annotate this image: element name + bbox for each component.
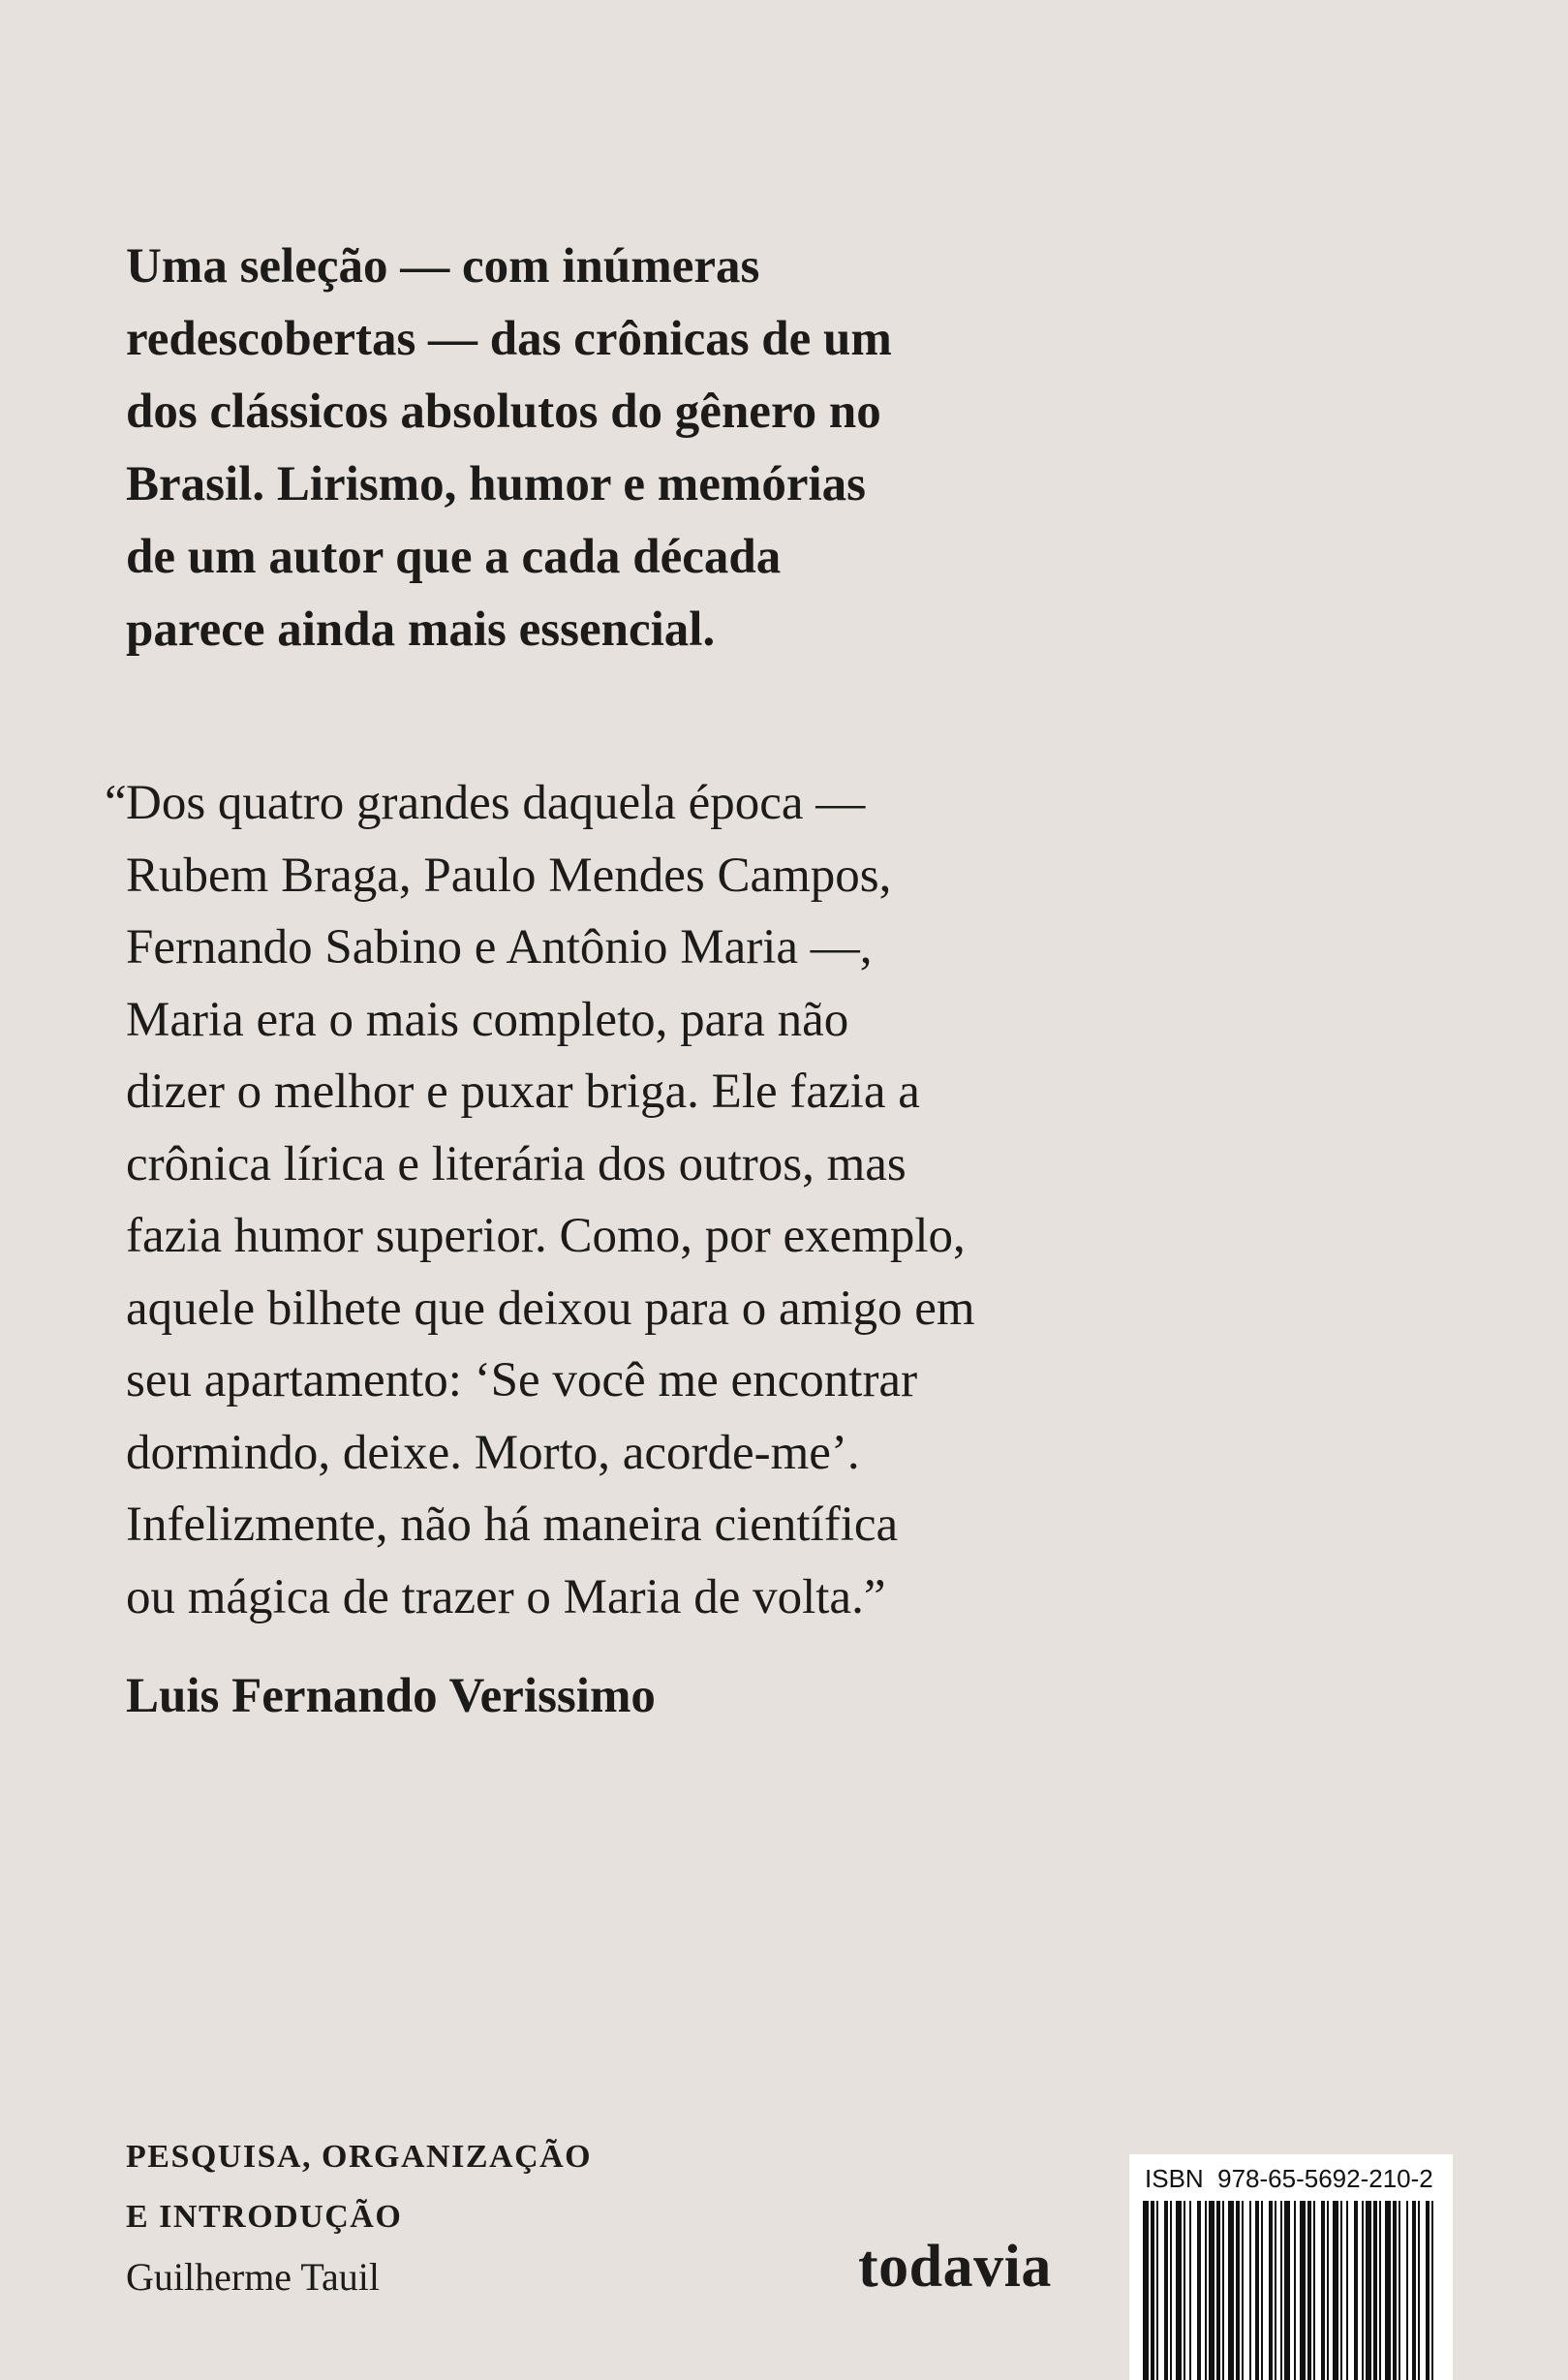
- barcode-bar: [1346, 2201, 1348, 2380]
- barcode-bar: [1249, 2201, 1251, 2380]
- synopsis: [126, 231, 1094, 666]
- barcode-bar: [1228, 2201, 1234, 2380]
- quote-line: fazia humor superior. Como, por exemplo,: [126, 1209, 966, 1263]
- barcode-icon: [1143, 2201, 1439, 2380]
- barcode-bar: [1385, 2201, 1391, 2380]
- barcode-bar: [1280, 2201, 1282, 2380]
- barcode-bar: [1366, 2201, 1371, 2380]
- barcode-bar: [1333, 2201, 1338, 2380]
- quote-line: Fernando Sabino e Antônio Maria —,: [126, 920, 873, 974]
- barcode-bar: [1379, 2201, 1381, 2380]
- credits-role-line: E INTRODUÇÃO: [126, 2199, 403, 2235]
- barcode-bar: [1222, 2201, 1224, 2380]
- barcode-bar: [1373, 2201, 1377, 2380]
- synopsis-line: Uma seleção — com inúmeras: [126, 239, 760, 294]
- barcode-bar: [1313, 2201, 1315, 2380]
- barcode-bar: [1209, 2201, 1214, 2380]
- barcode-bar: [1242, 2201, 1244, 2380]
- barcode-bar: [1164, 2201, 1168, 2380]
- barcode-bar: [1327, 2201, 1329, 2380]
- quote-line: dizer o melhor e puxar briga. Ele fazia a: [126, 1065, 920, 1119]
- quote-line: dormindo, deixe. Morto, acorde-me’.: [126, 1425, 860, 1480]
- barcode-bar: [1362, 2201, 1364, 2380]
- barcode-bar: [1393, 2201, 1397, 2380]
- barcode-bar: [1412, 2201, 1416, 2380]
- barcode-bar: [1354, 2201, 1358, 2380]
- barcode-bar: [1170, 2201, 1172, 2380]
- barcode-bar: [1418, 2201, 1420, 2380]
- publisher-logo: todavia: [858, 2234, 1052, 2300]
- barcode-bar: [1261, 2201, 1263, 2380]
- open-quote-mark: “: [105, 776, 127, 830]
- credits-role-line: PESQUISA, ORGANIZAÇÃO: [126, 2139, 593, 2175]
- quote-line: aquele bilhete que deixou para o amigo em: [126, 1281, 975, 1336]
- barcode-bar: [1321, 2201, 1325, 2380]
- credits-name: Guilherme Tauil: [126, 2255, 380, 2299]
- barcode-bar: [1255, 2201, 1259, 2380]
- barcode-bar: [1294, 2201, 1296, 2380]
- quote-line: Maria era o mais completo, para não: [126, 992, 849, 1047]
- synopsis-line: dos clássicos absolutos do gênero no: [126, 385, 881, 439]
- barcode-bar: [1216, 2201, 1220, 2380]
- barcode-bar: [1189, 2201, 1191, 2380]
- blurb-quote: [105, 767, 1191, 1633]
- quote-line: seu apartamento: ‘Se você me encontrar: [126, 1353, 918, 1407]
- barcode-bar: [1176, 2201, 1182, 2380]
- quote-author: Luis Fernando Verissimo: [126, 1669, 656, 1723]
- synopsis-line: de um autor que a cada década: [126, 530, 782, 584]
- synopsis-line: parece ainda mais essencial.: [126, 603, 716, 657]
- barcode-bar: [1284, 2201, 1290, 2380]
- barcode-bar: [1236, 2201, 1240, 2380]
- barcode-bar: [1156, 2201, 1158, 2380]
- isbn-label: [1145, 2164, 1433, 2193]
- barcode-bar: [1300, 2201, 1306, 2380]
- barcode-bar: [1399, 2201, 1400, 2380]
- synopsis-line: Brasil. Lirismo, humor e memórias: [126, 457, 866, 511]
- quote-line: ou mágica de trazer o Maria de volta.”: [126, 1569, 886, 1624]
- barcode-bar: [1275, 2201, 1276, 2380]
- barcode-bar: [1340, 2201, 1342, 2380]
- synopsis-line: redescobertas — das crônicas de um: [126, 312, 892, 366]
- quote-line: Infelizmente, não há maneira científica: [126, 1498, 899, 1552]
- isbn-number: 978-65-5692-210-2: [1217, 2164, 1433, 2193]
- barcode-bar: [1143, 2201, 1149, 2380]
- credits: [126, 2127, 592, 2307]
- barcode-bar: [1426, 2201, 1430, 2380]
- barcode-bar: [1307, 2201, 1311, 2380]
- barcode-bar: [1205, 2201, 1207, 2380]
- quote-line: crônica lírica e literária dos outros, mas: [126, 1136, 907, 1191]
- barcode-bar: [1197, 2201, 1201, 2380]
- quote-line: Rubem Braga, Paulo Mendes Campos,: [126, 848, 892, 903]
- isbn-barcode-box: [1129, 2154, 1453, 2380]
- barcode-bar: [1431, 2201, 1433, 2380]
- barcode-bar: [1269, 2201, 1273, 2380]
- barcode-bar: [1406, 2201, 1408, 2380]
- barcode-bar: [1184, 2201, 1185, 2380]
- barcode-bar: [1151, 2201, 1154, 2380]
- isbn-prefix: ISBN: [1145, 2164, 1204, 2193]
- quote-line: Dos quatro grandes daquela época —: [126, 776, 866, 830]
